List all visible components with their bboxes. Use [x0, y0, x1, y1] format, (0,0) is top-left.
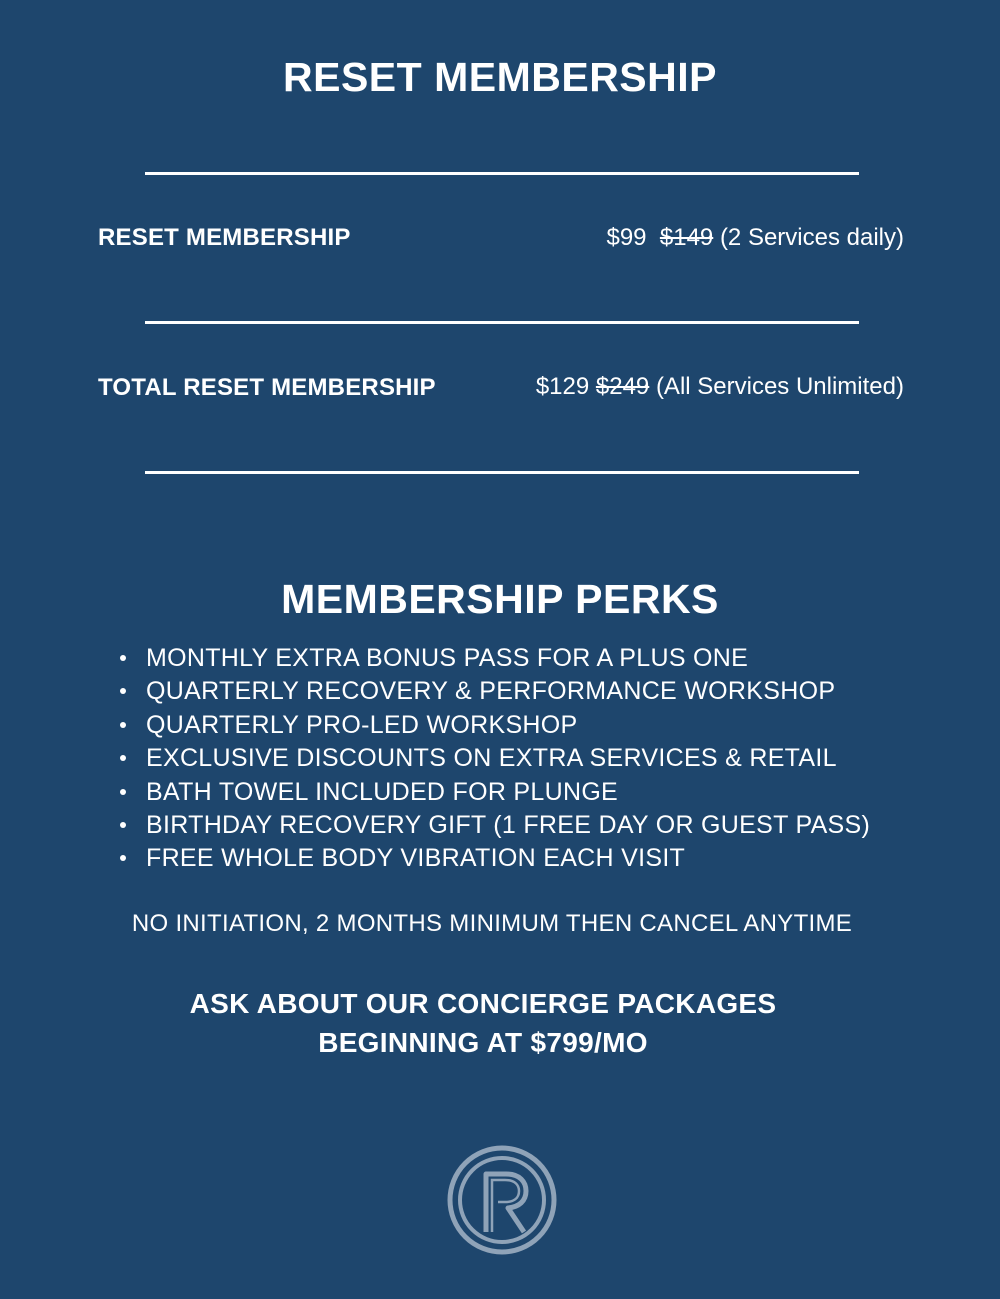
- list-item: [120, 842, 870, 875]
- bullet-icon: [120, 855, 126, 861]
- list-item: [120, 709, 870, 742]
- plan-name-reset: RESET MEMBERSHIP: [98, 224, 351, 251]
- divider: [145, 471, 859, 474]
- perk-text: MONTHLY EXTRA BONUS PASS FOR A PLUS ONE: [146, 644, 749, 672]
- list-item: [120, 809, 870, 842]
- list-item: [120, 642, 870, 675]
- perks-title: MEMBERSHIP PERKS: [281, 576, 719, 622]
- bullet-icon: [120, 822, 126, 828]
- divider: [145, 321, 859, 324]
- perks-list: [120, 642, 870, 876]
- plan-old-price: $149: [659, 224, 714, 251]
- membership-terms: NO INITIATION, 2 MONTHS MINIMUM THEN CANCEL ANYTIME: [131, 910, 853, 937]
- plan-price-total-reset: [536, 373, 904, 401]
- plan-note: (All Services Unlimited): [655, 373, 904, 400]
- bullet-icon: [120, 722, 126, 728]
- list-item: [120, 675, 870, 708]
- plan-price-reset: [606, 224, 904, 252]
- perk-text: BATH TOWEL INCLUDED FOR PLUNGE: [146, 777, 619, 806]
- perk-text: EXCLUSIVE DISCOUNTS ON EXTRA SERVICES & RETAIL: [146, 744, 837, 773]
- perk-text: QUARTERLY RECOVERY & PERFORMANCE WORKSHOP: [146, 677, 836, 706]
- bullet-icon: [120, 655, 126, 661]
- bullet-icon: [120, 789, 126, 795]
- circle-r-logo-icon: [446, 1144, 558, 1256]
- plan-price: $99: [606, 224, 647, 251]
- perk-text: BIRTHDAY RECOVERY GIFT (1 FREE DAY OR GUEST PASS): [146, 810, 871, 839]
- plan-name-total-reset: TOTAL RESET MEMBERSHIP: [98, 374, 436, 401]
- plan-old-price: $249: [595, 373, 650, 400]
- bullet-icon: [120, 755, 126, 761]
- perk-text: QUARTERLY PRO-LED WORKSHOP: [146, 710, 578, 739]
- plan-price: $129: [535, 373, 590, 400]
- page-title: RESET MEMBERSHIP: [283, 54, 717, 100]
- list-item: [120, 742, 870, 775]
- list-item: [120, 776, 870, 809]
- perk-text: FREE WHOLE BODY VIBRATION EACH VISIT: [146, 844, 686, 873]
- plan-note: (2 Services daily): [719, 224, 904, 251]
- concierge-cta-line-2: BEGINNING AT $799/MO: [318, 1027, 648, 1058]
- bullet-icon: [120, 688, 126, 694]
- divider: [145, 172, 859, 175]
- concierge-cta-line-1: ASK ABOUT OUR CONCIERGE PACKAGES: [189, 988, 777, 1019]
